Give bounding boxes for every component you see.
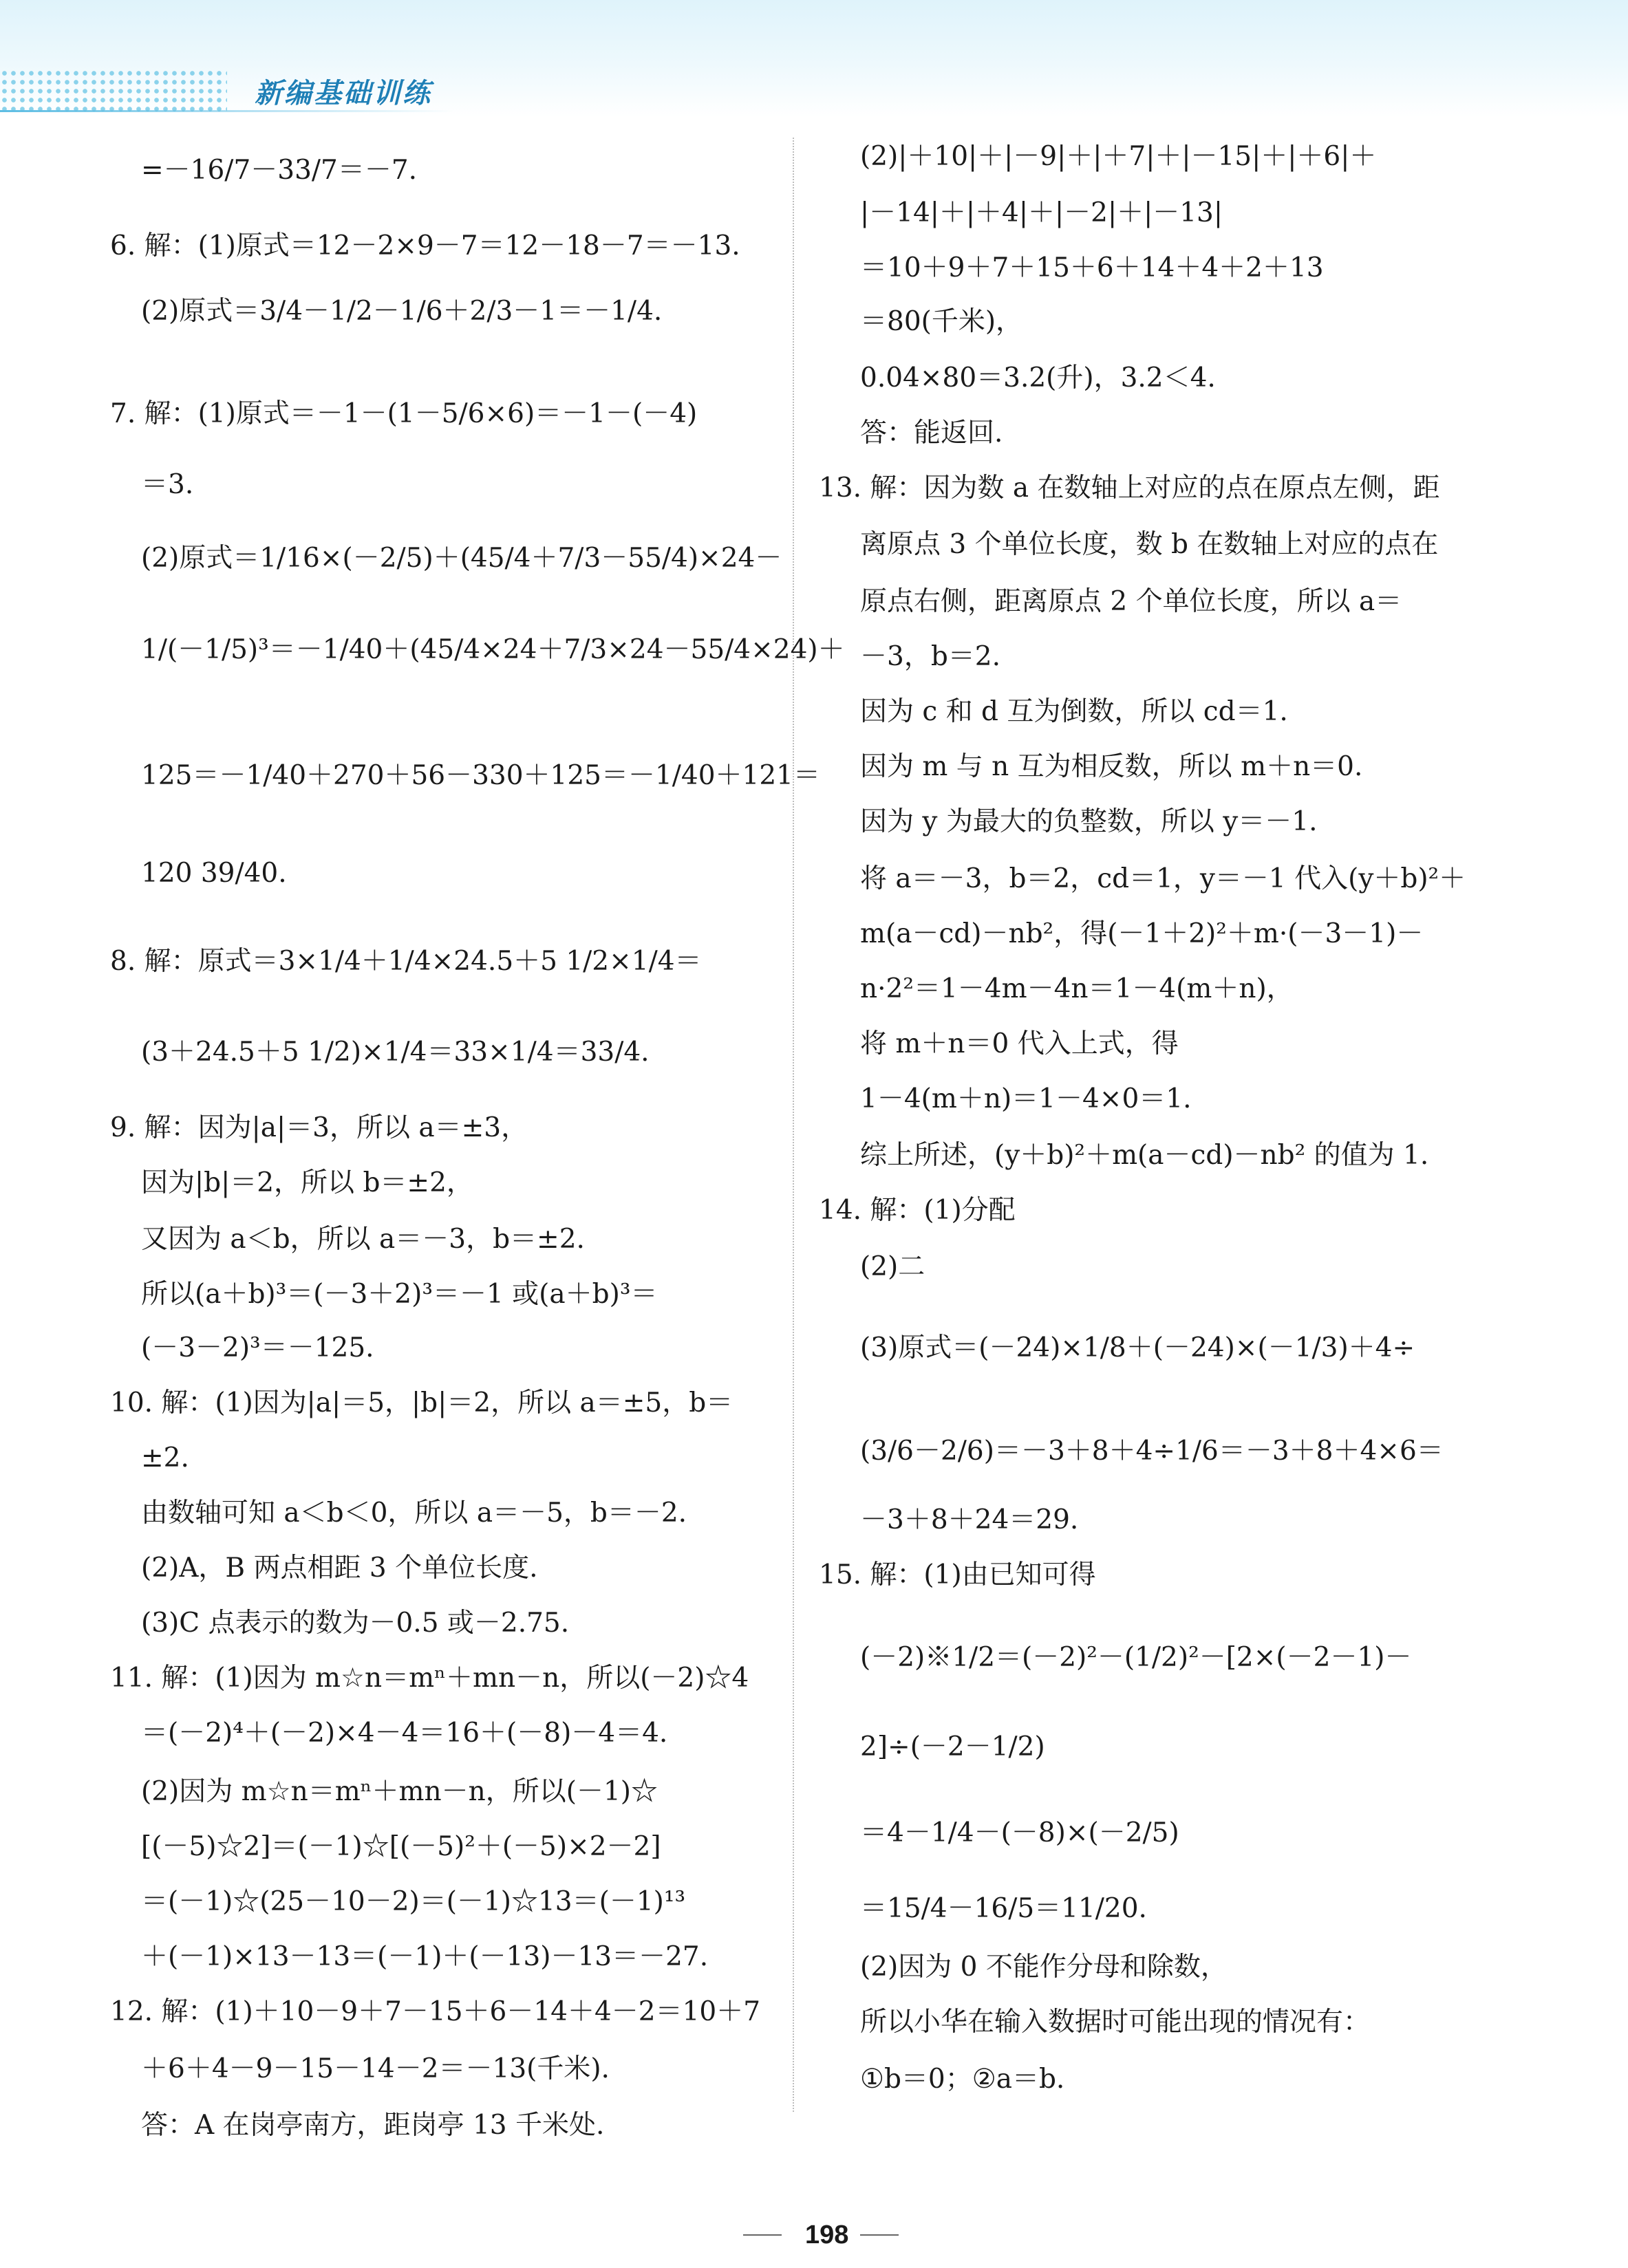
solution-line: 120 39/40. xyxy=(141,858,287,889)
solution-line: 7. 解：(1)原式＝－1－(1－5/6×6)＝－1－(－4) xyxy=(110,398,698,429)
solution-line: 8. 解：原式＝3×1/4＋1/4×24.5＋5 1/2×1/4＝ xyxy=(110,946,702,977)
solution-line: 10. 解：(1)因为|a|＝5，|b|＝2，所以 a＝±5，b＝ xyxy=(110,1387,733,1418)
solution-line: －3，b＝2. xyxy=(860,641,1000,672)
column-divider xyxy=(793,138,794,2112)
solution-line: 13. 解：因为数 a 在数轴上对应的点在原点左侧，距 xyxy=(819,473,1440,504)
solution-line: 125＝－1/40＋270＋56－330＋125＝－1/40＋121＝ xyxy=(141,760,820,791)
solution-line: 所以(a＋b)³＝(－3＋2)³＝－1 或(a＋b)³＝ xyxy=(141,1279,658,1310)
solution-line: (－2)※1/2＝(－2)²－(1/2)²－[2×(－2－1)－ xyxy=(860,1642,1412,1673)
solution-line: (3)原式＝(－24)×1/8＋(－24)×(－1/3)＋4÷ xyxy=(860,1332,1415,1363)
solution-line: (2)|＋10|＋|－9|＋|＋7|＋|－15|＋|＋6|＋ xyxy=(860,141,1377,172)
solution-line: 将 m＋n＝0 代入上式，得 xyxy=(860,1028,1179,1059)
solution-line: 15. 解：(1)由已知可得 xyxy=(819,1559,1096,1590)
solution-line: 因为 m 与 n 互为相反数，所以 m＋n＝0. xyxy=(860,751,1363,782)
solution-line: ＝80(千米)， xyxy=(860,306,1023,337)
header-band xyxy=(0,0,1628,117)
solution-line: (2)因为 m☆n＝mⁿ＋mn－n，所以(－1)☆ xyxy=(141,1776,658,1807)
solution-line: |－14|＋|＋4|＋|－2|＋|－13| xyxy=(860,197,1223,228)
solution-line: =－16/7－33/7＝－7. xyxy=(141,155,418,186)
header-dot-pattern xyxy=(0,69,227,111)
solution-line: ＋6＋4－9－15－14－2＝－13(千米). xyxy=(141,2053,610,2084)
solution-line: (2)A，B 两点相距 3 个单位长度. xyxy=(141,1553,538,1584)
solution-line: n·2²＝1－4m－4n＝1－4(m＋n)， xyxy=(860,973,1294,1004)
solution-line: 6. 解：(1)原式＝12－2×9－7＝12－18－7＝－13. xyxy=(110,230,740,261)
solution-line: 又因为 a＜b，所以 a＝－3，b＝±2. xyxy=(141,1224,585,1255)
solution-line: 所以小华在输入数据时可能出现的情况有： xyxy=(860,2007,1371,2038)
footer-dash-left xyxy=(743,2234,782,2236)
solution-line: ＝(－2)⁴＋(－2)×4－4＝16＋(－8)－4＝4. xyxy=(141,1718,668,1749)
solution-line: 2]÷(－2－1/2) xyxy=(860,1731,1045,1762)
solution-line: 离原点 3 个单位长度，数 b 在数轴上对应的点在 xyxy=(860,529,1439,560)
solution-line: 14. 解：(1)分配 xyxy=(819,1195,1016,1226)
solution-line: 因为 c 和 d 互为倒数，所以 cd＝1. xyxy=(860,696,1288,727)
solution-line: 11. 解：(1)因为 m☆n＝mⁿ＋mn－n，所以(－2)☆4 xyxy=(110,1663,749,1694)
solution-line: ①b＝0；②a＝b. xyxy=(860,2064,1065,2095)
solution-line: 答：A 在岗亭南方，距岗亭 13 千米处. xyxy=(141,2110,605,2141)
solution-line: (2)因为 0 不能作分母和除数， xyxy=(860,1952,1228,1983)
solution-line: 答：能返回. xyxy=(860,418,1003,449)
solution-line: 12. 解：(1)＋10－9＋7－15＋6－14＋4－2＝10＋7 xyxy=(110,1996,761,2027)
solution-line: [(－5)☆2]＝(－1)☆[(－5)²＋(－5)×2－2] xyxy=(141,1831,661,1862)
solution-line: 因为 y 为最大的负整数，所以 y＝－1. xyxy=(860,806,1318,837)
solution-line: (2)原式＝3/4－1/2－1/6＋2/3－1＝－1/4. xyxy=(141,296,663,327)
solution-line: 1－4(m＋n)＝1－4×0＝1. xyxy=(860,1083,1192,1114)
page-number: 198 xyxy=(805,2221,849,2249)
solution-line: (2)二 xyxy=(860,1251,925,1282)
solution-line: ＝10＋9＋7＋15＋6＋14＋4＋2＋13 xyxy=(860,252,1324,283)
solution-line: 1/(－1/5)³＝－1/40＋(45/4×24＋7/3×24－55/4×24)＋ xyxy=(141,634,845,665)
solution-line: ＝(－1)☆(25－10－2)＝(－1)☆13＝(－1)¹³ xyxy=(141,1886,686,1917)
solution-line: －3＋8＋24＝29. xyxy=(860,1504,1079,1535)
solution-line: m(a－cd)－nb²，得(－1＋2)²＋m·(－3－1)－ xyxy=(860,918,1424,949)
solution-line: (3＋24.5＋5 1/2)×1/4＝33×1/4＝33/4. xyxy=(141,1037,650,1068)
solution-line: 9. 解：因为|a|＝3，所以 a＝±3， xyxy=(110,1112,528,1143)
solution-line: (2)原式＝1/16×(－2/5)＋(45/4＋7/3－55/4)×24－ xyxy=(141,543,782,574)
header-title: 新编基础训练 xyxy=(255,77,432,109)
solution-line: ＋(－1)×13－13＝(－1)＋(－13)－13＝－27. xyxy=(141,1941,709,1972)
footer-dash-right xyxy=(860,2234,899,2236)
solution-line: 因为|b|＝2，所以 b＝±2， xyxy=(141,1167,473,1198)
solution-line: (3/6－2/6)＝－3＋8＋4÷1/6＝－3＋8＋4×6＝ xyxy=(860,1436,1444,1467)
solution-line: 综上所述，(y＋b)²＋m(a－cd)－nb² 的值为 1. xyxy=(860,1140,1429,1171)
solution-line: ＝4－1/4－(－8)×(－2/5) xyxy=(860,1817,1179,1848)
solution-line: 由数轴可知 a＜b＜0，所以 a＝－5，b＝－2. xyxy=(141,1498,687,1529)
solution-line: ＝3. xyxy=(141,469,194,500)
solution-line: ＝15/4－16/5＝11/20. xyxy=(860,1893,1147,1924)
solution-line: 0.04×80＝3.2(升)，3.2＜4. xyxy=(860,363,1216,393)
solution-line: 原点右侧，距离原点 2 个单位长度，所以 a＝ xyxy=(860,586,1402,617)
solution-line: (－3－2)³＝－125. xyxy=(141,1332,374,1363)
solution-line: ±2. xyxy=(141,1443,189,1473)
solution-line: 将 a＝－3，b＝2，cd＝1，y＝－1 代入(y＋b)²＋ xyxy=(860,863,1466,894)
solution-line: (3)C 点表示的数为－0.5 或－2.75. xyxy=(141,1608,570,1639)
